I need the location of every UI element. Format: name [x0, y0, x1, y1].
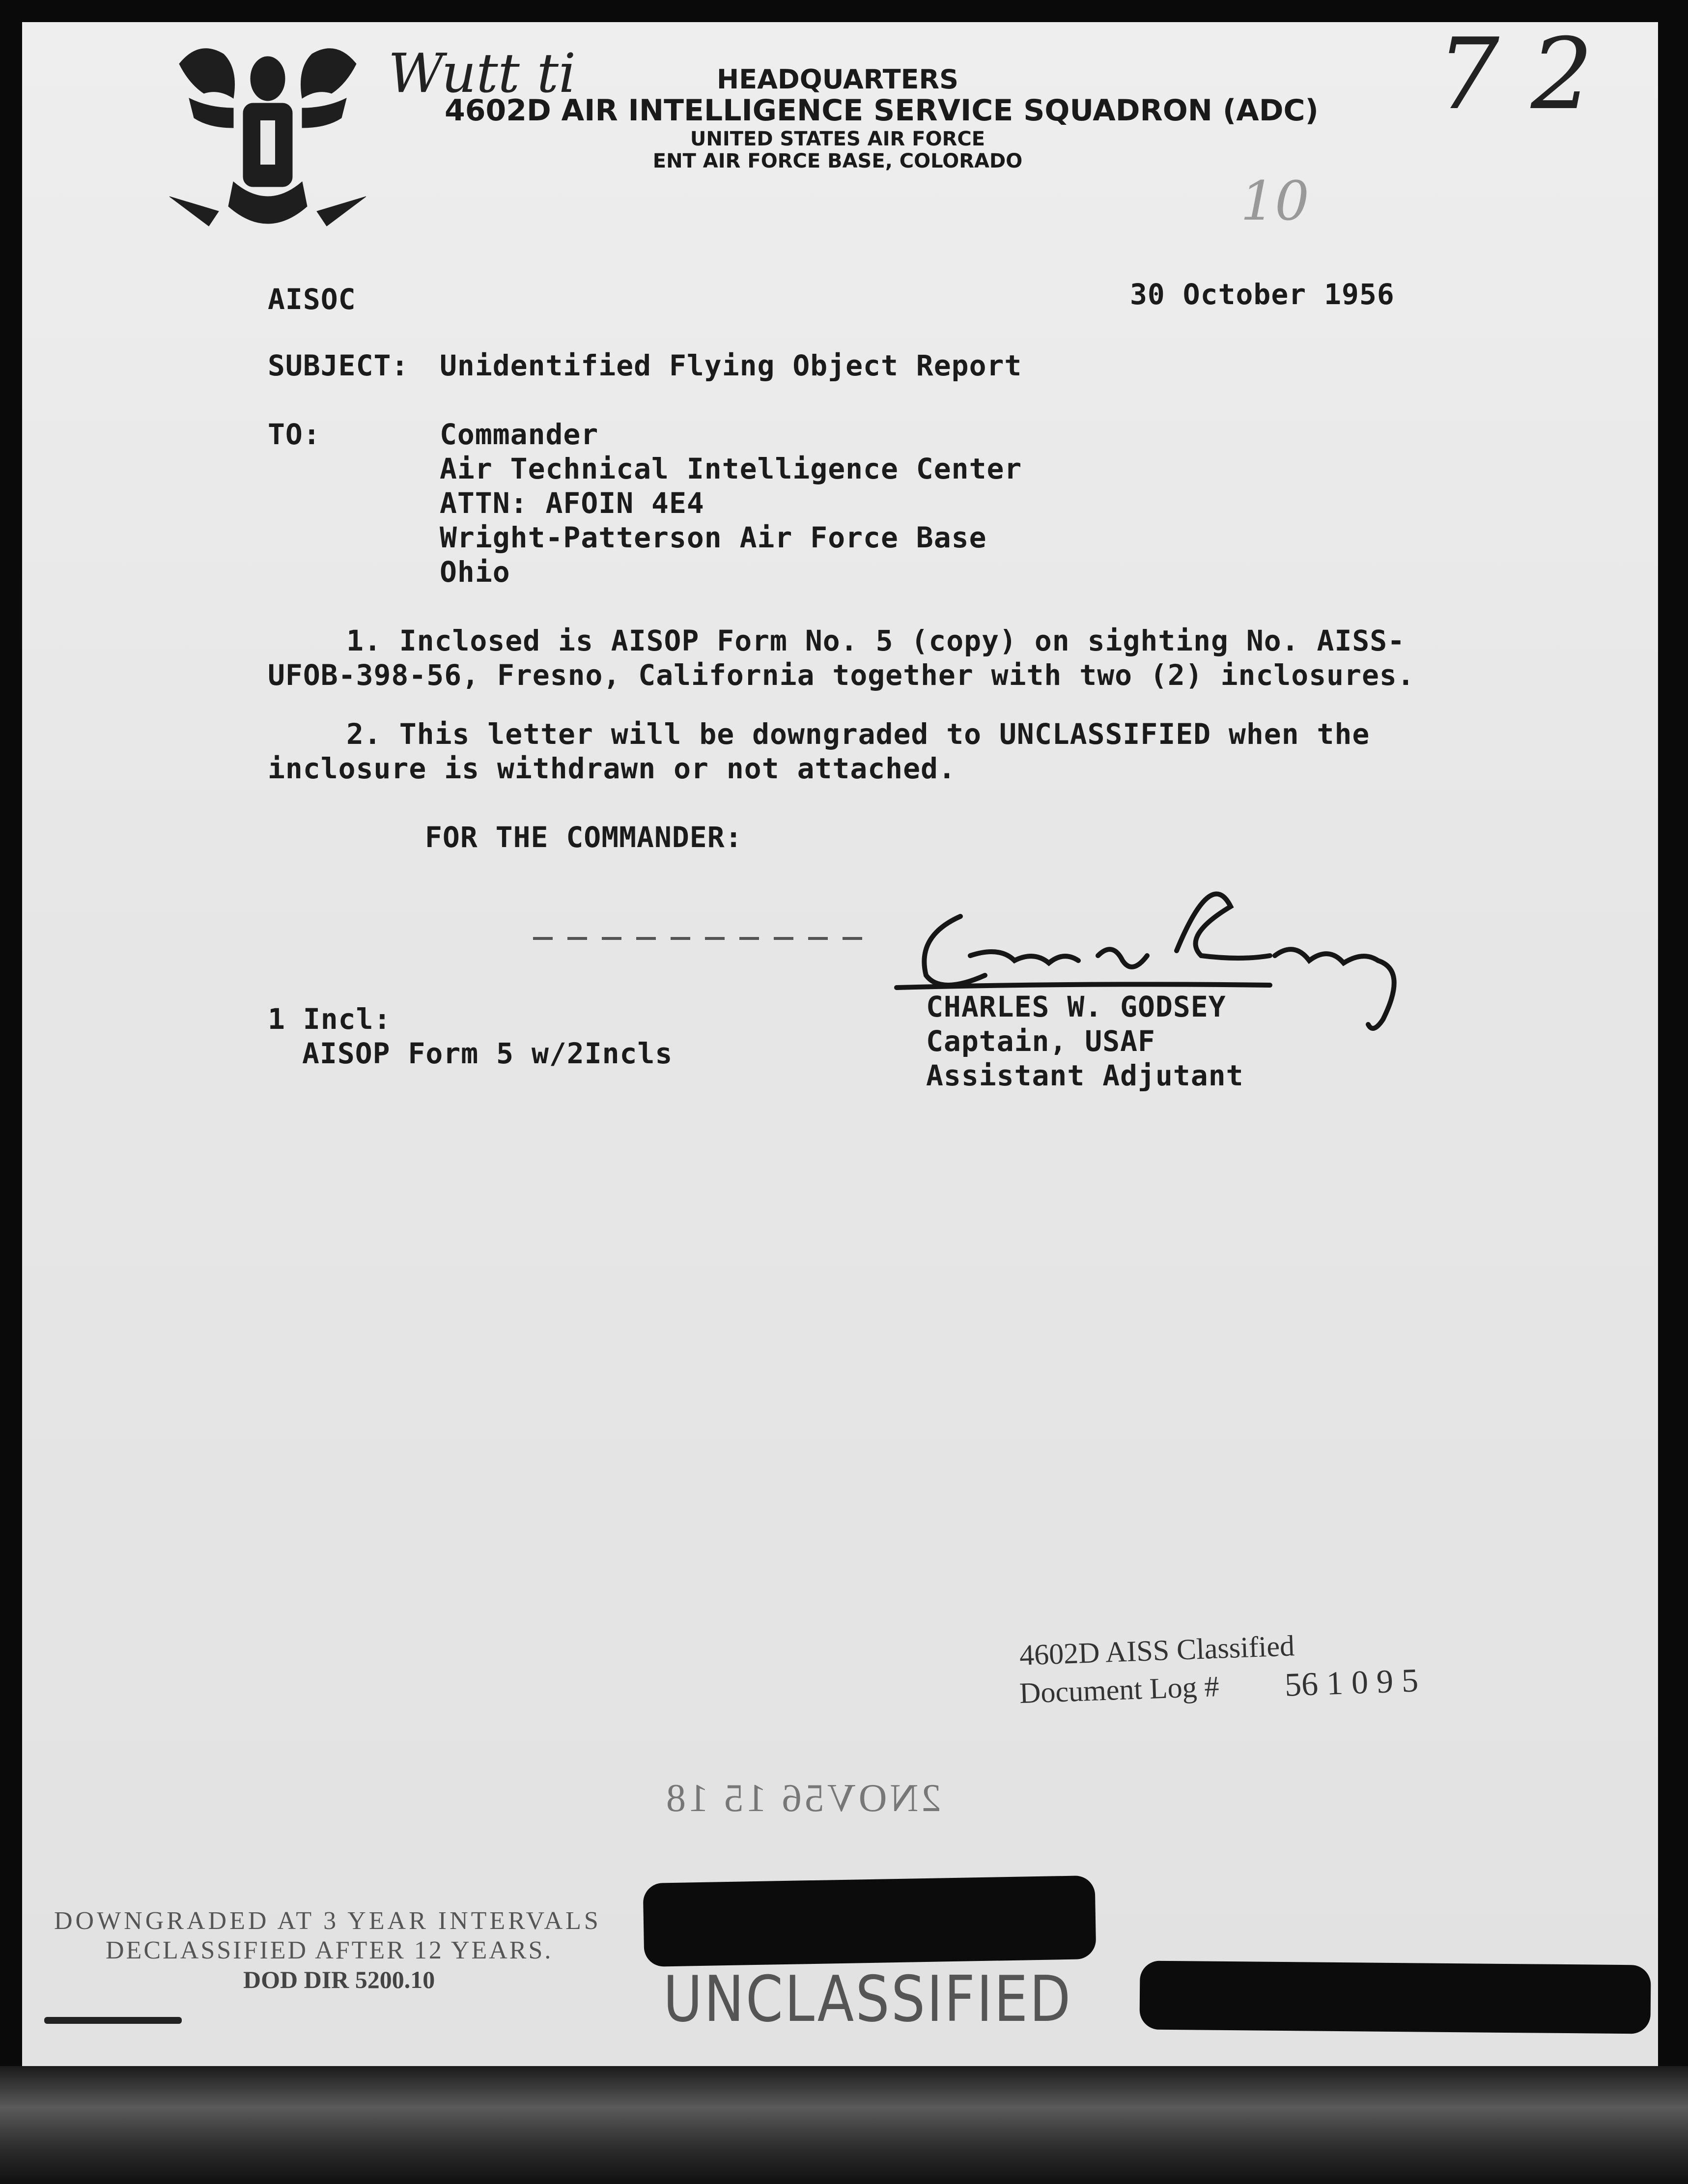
to-line: Wright-Patterson Air Force Base: [440, 521, 987, 554]
document-page: [22, 17, 1658, 2066]
to-line: Ohio: [440, 555, 510, 589]
to-line: ATTN: AFOIN 4E4: [440, 486, 704, 520]
downgrade-line-1: DOWNGRADED AT 3 YEAR INTERVALS: [54, 1907, 601, 1935]
eagle-seal-icon: [160, 34, 376, 251]
signer-name: CHARLES W. GODSEY: [926, 990, 1226, 1023]
paragraph-1-line-2: UFOB-398-56, Fresno, California together with two (2) inclosures.: [268, 658, 1415, 692]
to-label: TO:: [268, 418, 321, 451]
handwritten-margin-mark: 10: [1240, 170, 1309, 232]
log-stamp-line-1: 4602D AISS Classified: [1019, 1629, 1295, 1672]
redaction-bar: [643, 1875, 1097, 1967]
to-line: Air Technical Intelligence Center: [440, 452, 1022, 485]
mirrored-date-stamp: 2NOV56 15 18: [663, 1777, 941, 1820]
signer-title: Assistant Adjutant: [926, 1059, 1244, 1092]
letterhead-headquarters: HEADQUARTERS: [717, 64, 958, 95]
handwritten-page-mark: 7 2: [1437, 17, 1594, 132]
scan-bottom-edge: [0, 2066, 1688, 2184]
handwritten-initials: Wutt ti: [388, 42, 576, 105]
to-line: Commander: [440, 418, 599, 451]
redaction-bar: [1139, 1960, 1651, 2034]
subject-text: Unidentified Flying Object Report: [440, 349, 1022, 382]
signer-rank: Captain, USAF: [926, 1024, 1155, 1058]
log-stamp-number: 56 1 0 9 5: [1284, 1661, 1419, 1703]
unclassified-stamp: UNCLASSIFIED: [663, 1963, 1072, 2036]
subject-label: SUBJECT:: [268, 349, 409, 382]
closing-line: FOR THE COMMANDER:: [425, 821, 743, 854]
downgrade-line-3: DOD DIR 5200.10: [243, 1966, 435, 1993]
letter-date: 30 October 1956: [1130, 278, 1395, 311]
log-stamp-label: Document Log #: [1018, 1670, 1220, 1710]
paragraph-2-line-2: inclosure is withdrawn or not attached.: [268, 752, 956, 785]
downgrade-line-2: DECLASSIFIED AFTER 12 YEARS.: [106, 1936, 553, 1964]
inclosure-count: 1 Incl:: [268, 1002, 392, 1036]
letterhead-service: UNITED STATES AIR FORCE: [690, 128, 985, 150]
erased-line: [533, 934, 877, 943]
letterhead-unit-name: 4602D AIR INTELLIGENCE SERVICE SQUADRON (ADC): [445, 93, 1319, 128]
stamp-underline: [44, 2017, 182, 2024]
paragraph-1-line-1: 1. Inclosed is AISOP Form No. 5 (copy) on sighting No. AISS-: [346, 624, 1406, 657]
paragraph-2-line-1: 2. This letter will be downgraded to UNCLASSIFIED when the: [346, 717, 1370, 751]
letterhead-location: ENT AIR FORCE BASE, COLORADO: [652, 150, 1023, 172]
office-symbol: AISOC: [268, 283, 356, 316]
inclosure-description: AISOP Form 5 w/2Incls: [302, 1037, 673, 1070]
